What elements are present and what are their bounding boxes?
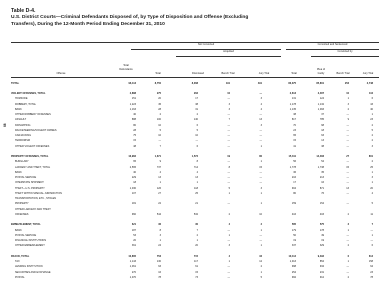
table-row: PROPERTY OFFENSES, TOTAL 16,982 1,671 1,572 19 80 15,311 14,483 27 801 <box>11 155 373 158</box>
table-row: VIOLENT OFFENSES, TOTAL 2,888 275 262 10 — 2,613 2,487 10 116 <box>11 92 373 95</box>
table-row: FINANCIAL INSTITUTIONS 20 1 1 — — 19 19 — — <box>15 239 373 242</box>
table-row: OTHER EMBEZZLEMENT 361 24 20 3 1 337 329 2 6 <box>15 244 373 248</box>
table-row: POSTAL SERVICE 53 3 2 1 — 50 49 — 1 <box>15 233 373 237</box>
table-title-line-2: Transfers), During the 12-Month Period Ending December 31, 2010 <box>11 21 165 27</box>
header-not-convicted: Not Convicted <box>197 43 215 46</box>
table-row <box>11 209 379 213</box>
offense-label: BANK <box>15 107 22 111</box>
table-row: PROPERTY 181 22 21 — 1 159 154 — 5 <box>15 202 373 206</box>
offense-label: RACKETEERING/VIOLENT CRIMES <box>15 128 57 132</box>
table-row: OTHER ROBBERY OFFENSES 40 2 2 — — 38 37 — 1 <box>15 113 373 116</box>
header-col-plea-2: Guilty <box>317 71 325 75</box>
offense-label: ASSAULT <box>15 118 27 122</box>
table-row <box>11 251 379 255</box>
offense-label: FRAUD, TOTAL <box>11 254 30 258</box>
convicted-by-rule <box>311 56 379 57</box>
table-row: OTHER VIOLENT OFFENSES 48 7 6 — 1 41 38 — 3 <box>15 144 373 148</box>
offense-label: HOMICIDE <box>15 97 28 101</box>
header-col-total-2: Total <box>291 71 297 75</box>
offense-label: OTHER VIOLENT OFFENSES <box>15 144 50 148</box>
table-row: INTERSTATE SHIPMENT 18 1 1 — — 17 16 — 1 <box>15 181 373 185</box>
acquitted-rule <box>176 56 281 57</box>
header-convicted-by: Convicted by <box>337 50 353 53</box>
header-col-jury-trial-2: Jury Trial <box>362 71 374 75</box>
header-col-plea-1: Plea of <box>316 67 326 71</box>
table-row: BURGLARY 65 9 8 — 1 56 54 — 2 <box>15 160 373 164</box>
table-row: SECURITIES AND EXCHANGE 270 16 15 — 1 254 231 — 23 <box>15 270 373 274</box>
table-row: TOTAL 96,113 8,750 8,068 191 491 86,375 85,801 253 2,748 <box>11 81 373 85</box>
offense-label: POSTAL <box>15 275 25 279</box>
header-col-bench-trial: Bench Trial <box>221 71 235 75</box>
offense-label: VIOLENT OFFENSES, TOTAL <box>11 92 46 95</box>
header-col-total: Total <box>155 71 161 75</box>
offense-label: TOTAL <box>11 81 20 85</box>
table-row: BANK 40 4 4 — — 36 35 — 1 <box>15 170 373 174</box>
table-row: POSTAL SERVICE 229 13 13 — — 216 213 — 3 <box>15 176 373 179</box>
not-convicted-rule <box>131 49 281 50</box>
offense-label: FINANCIAL INSTITUTIONS <box>15 239 47 242</box>
offense-label: EMBEZZLEMENT, TOTAL <box>11 223 41 227</box>
table-number: Table D-4. <box>11 8 36 14</box>
header-col-dismissed: Dismissed <box>192 71 204 75</box>
offense-label: OTHER LARCENY AND THEFT <box>15 207 51 211</box>
table-row: BANK 187 8 7 — 1 179 178 1 — <box>15 228 373 232</box>
table-row: RACKETEERING/VIOLENT CRIMES 28 5 5 — — 23 18 — 5 <box>15 128 373 132</box>
offense-label: THEFT WITHIN SPECIAL JURISDICTION <box>15 191 62 195</box>
table-row: POSTAL 1,070 78 73 — 5 992 912 2 78 <box>15 275 373 279</box>
table-row: HOMICIDE 151 20 17 — 3 131 124 1 6 <box>15 97 373 101</box>
offense-label: PROPERTY <box>15 202 29 206</box>
table-row: OFFENSES 960 544 532 2 10 416 403 2 11 <box>15 212 373 216</box>
header-total-defendants-2: Defendants <box>119 67 133 71</box>
offense-label: KIDNAPPING <box>15 123 31 127</box>
offense-label: INTERSTATE SHIPMENT <box>15 181 44 185</box>
table-row: THEFT WITHIN SPECIAL JURISDICTION 107 27 25 1 1 80 76 — 4 <box>15 191 373 195</box>
header-col-bench-trial-2: Bench Trial <box>336 71 350 75</box>
header-col-jury-trial: Jury Trial <box>258 71 270 75</box>
offense-label: BANK <box>15 170 22 174</box>
table-row: THEFT—U.S. PROPERTY 1,030 126 118 5 3 904 871 13 20 <box>15 186 373 190</box>
offense-label: POSTAL SERVICE <box>15 176 37 179</box>
data-table <box>11 42 379 300</box>
offense-label: POSTAL SERVICE <box>15 233 37 237</box>
table-row: LARCENY AND THEFT, TOTAL 2,565 737 714 8 15 1,778 1,738 15 25 <box>15 165 373 169</box>
offense-label: TERRORISM <box>15 139 30 143</box>
table-row: TERRORISM 15 — — — — 15 13 — 2 <box>15 139 373 143</box>
offense-label: OFFENSES <box>15 212 29 216</box>
table-row: FRAUD, TOTAL 10,865 753 715 4 34 10,112 9,492 6 614 <box>11 254 373 258</box>
offense-label: LARCENY AND THEFT, TOTAL <box>15 165 51 169</box>
table-title-line-1: U.S. District Courts—Criminal Defendants Disposed of, by Type of Disposition and Offense (Excluding <box>11 15 249 20</box>
offense-label: SECURITIES AND EXCHANGE <box>15 270 51 274</box>
offense-label: THEFT—U.S. PROPERTY <box>15 186 45 190</box>
header-acquitted: Acquitted <box>223 50 234 53</box>
header-total-defendants-1: Total <box>123 64 129 67</box>
offense-label: LENDING INSTITUTION <box>15 265 43 269</box>
offense-label: TRANSPORTATION, ETC., STOLEN <box>15 197 57 200</box>
table-row: LENDING INSTITUTION 1,061 63 61 — 2 998 934 — 64 <box>15 265 373 269</box>
table-row: EMBEZZLEMENT, TOTAL 621 36 30 4 2 585 575 3 7 <box>11 223 373 227</box>
convicted-rule <box>286 49 379 50</box>
table-row: KIDNAPPING 80 10 6 — 3 70 68 — 2 <box>15 123 373 127</box>
page-number: 68 <box>3 123 7 127</box>
offense-label: PROPERTY OFFENSES, TOTAL <box>11 155 49 158</box>
header-bottom-rule <box>11 77 379 78</box>
offense-label: CARJACKING <box>15 134 32 137</box>
offense-label: BANK <box>15 228 22 232</box>
offense-label: BURGLARY <box>15 160 29 164</box>
header-convicted-sentenced: Convicted and Sentenced <box>317 43 348 46</box>
offense-label: OTHER ROBBERY OFFENSES <box>15 113 51 116</box>
offense-label: ROBBERY, TOTAL <box>15 102 37 106</box>
table-row: ASSAULT 888 100 140 7 13 817 785 9 23 <box>15 118 373 122</box>
table-row: CARJACKING 75 10 10 — — 65 63 — 2 <box>15 134 373 137</box>
table-row: ROBBERY, TOTAL 1,223 45 38 3 4 1,178 1,132 3 43 <box>15 102 373 106</box>
offense-label: OTHER EMBEZZLEMENT <box>15 244 45 248</box>
offense-label: TAX <box>15 260 20 263</box>
table-row: TAX 1,143 130 117 1 12 1,013 854 1 158 <box>15 260 373 263</box>
table-row: BANK 1,163 28 31 3 4 1,135 1,093 2 40 <box>15 107 373 111</box>
header-offense: Offense <box>56 71 66 75</box>
